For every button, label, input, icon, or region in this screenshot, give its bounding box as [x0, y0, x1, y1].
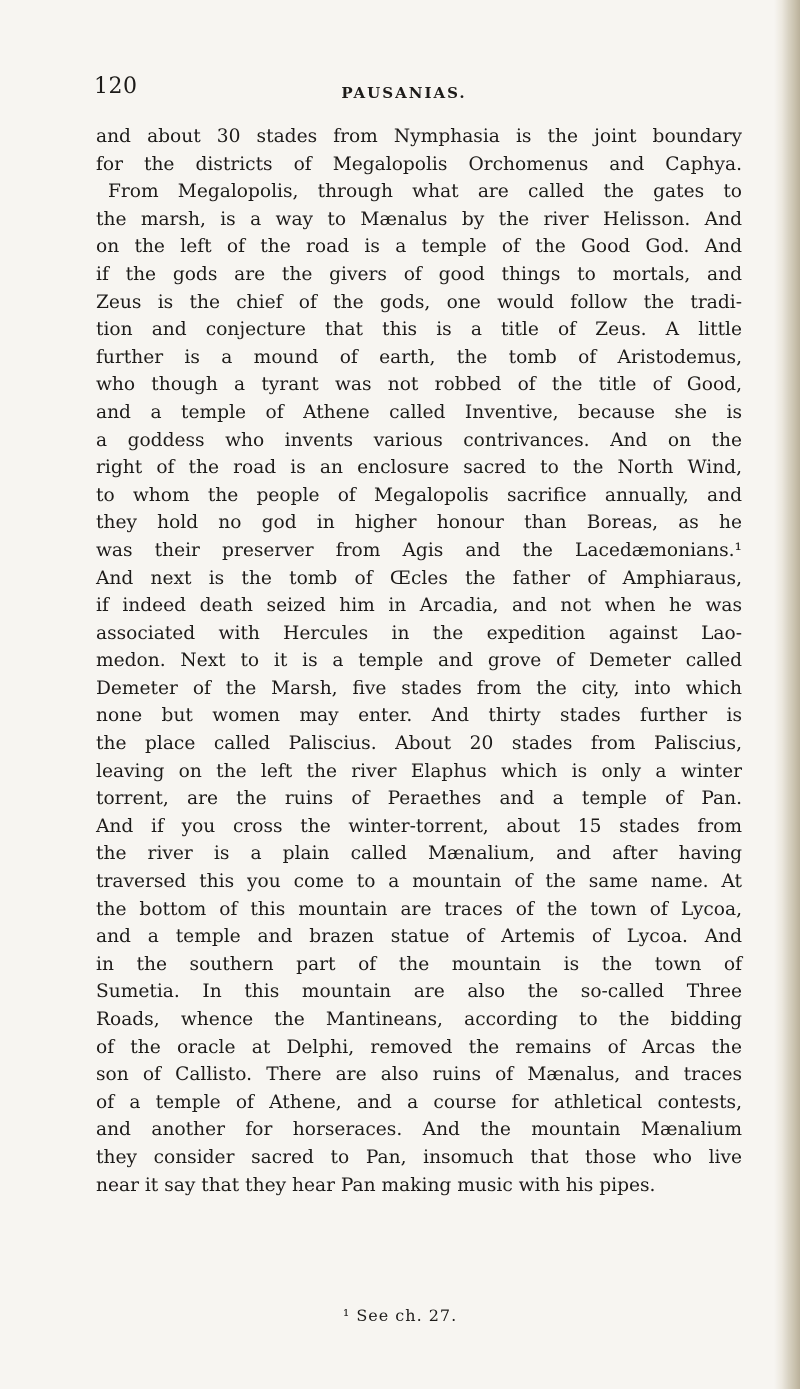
text-line: Zeus is the chief of the gods, one would follow the tradi- [96, 291, 742, 313]
text-line: and a temple of Athene called Inventive, because she is [96, 401, 742, 423]
footnote: ¹ See ch. 27. [342, 1306, 458, 1325]
text-line: of a temple of Athene, and a course for athletical contests, [96, 1091, 742, 1113]
text-line: the bottom of this mountain are traces of the town of Lycoa, [96, 898, 742, 920]
text-line: none but women may enter. And thirty stades further is [96, 705, 742, 727]
text-line: medon. Next to it is a temple and grove of Demeter called [96, 650, 742, 672]
text-line: Roads, whence the Mantineans, according to the bidding [96, 1009, 742, 1030]
text-line: near it say that they hear Pan making music with his pipes. [96, 1174, 656, 1196]
text-line: And next is the tomb of Œcles the father of Amphiaraus, [96, 567, 742, 589]
text-line: they consider sacred to Pan, insomuch that those who live [96, 1146, 742, 1168]
text-line: to whom the people of Megalopolis sacrifice annually, and [96, 484, 742, 506]
text-line: the place called Paliscius. About 20 stades from Paliscius, [96, 733, 742, 755]
text-line: tion and conjecture that this is a title of Zeus. A little [96, 319, 742, 341]
text-line: traversed this you come to a mountain of the same name. At [96, 871, 742, 893]
text-line: if indeed death seized him in Arcadia, and not when he was [96, 595, 742, 617]
text-line: they hold no god in higher honour than Boreas, as he [96, 512, 742, 534]
text-line: on the left of the road is a temple of the Good God. And [96, 236, 742, 258]
text-line: for the districts of Megalopolis Orchomenus and Caphya. [96, 153, 742, 175]
page-edge-shadow [774, 0, 800, 1389]
text-line: of the oracle at Delphi, removed the remains of Arcas the [96, 1036, 742, 1058]
text-line: leaving on the left the river Elaphus which is only a winter [96, 760, 742, 782]
text-line: and about 30 stades from Nymphasia is the joint boundary [96, 126, 742, 147]
text-line: Sumetia. In this mountain are also the so-called Three [96, 981, 742, 1003]
text-line: Demeter of the Marsh, five stades from the city, into which [96, 677, 742, 699]
text-line: From Megalopolis, through what are called the gates to [108, 181, 742, 203]
text-line: if the gods are the givers of good things to mortals, and [96, 263, 742, 285]
text-line: son of Callisto. There are also ruins of Mænalus, and traces [96, 1064, 742, 1086]
text-line: a goddess who invents various contrivances. And on the [96, 429, 742, 451]
text-line: who though a tyrant was not robbed of the title of Good, [96, 374, 742, 396]
text-line: the river is a plain called Mænalium, and after having [96, 843, 742, 865]
page-number: 120 [94, 74, 138, 99]
text-line: and another for horseraces. And the mountain Mænalium [96, 1119, 742, 1141]
text-line: torrent, are the ruins of Peraethes and a temple of Pan. [96, 788, 742, 810]
text-line: further is a mound of earth, the tomb of Aristodemus, [96, 346, 742, 368]
text-line: associated with Hercules in the expedition against Lao- [96, 622, 742, 644]
text-line: was their preserver from Agis and the Lacedæmonians.¹ [96, 539, 742, 561]
text-line: And if you cross the winter-torrent, about 15 stades from [96, 815, 742, 837]
text-line: the marsh, is a way to Mænalus by the river Helisson. And [96, 208, 742, 230]
text-line: in the southern part of the mountain is the town of [96, 953, 742, 975]
running-head: PAUSANIAS. [341, 84, 467, 102]
text-line: right of the road is an enclosure sacred to the North Wind, [96, 457, 742, 479]
body-text [96, 123, 742, 1199]
text-line: and a temple and brazen statue of Artemis of Lycoa. And [96, 926, 742, 948]
